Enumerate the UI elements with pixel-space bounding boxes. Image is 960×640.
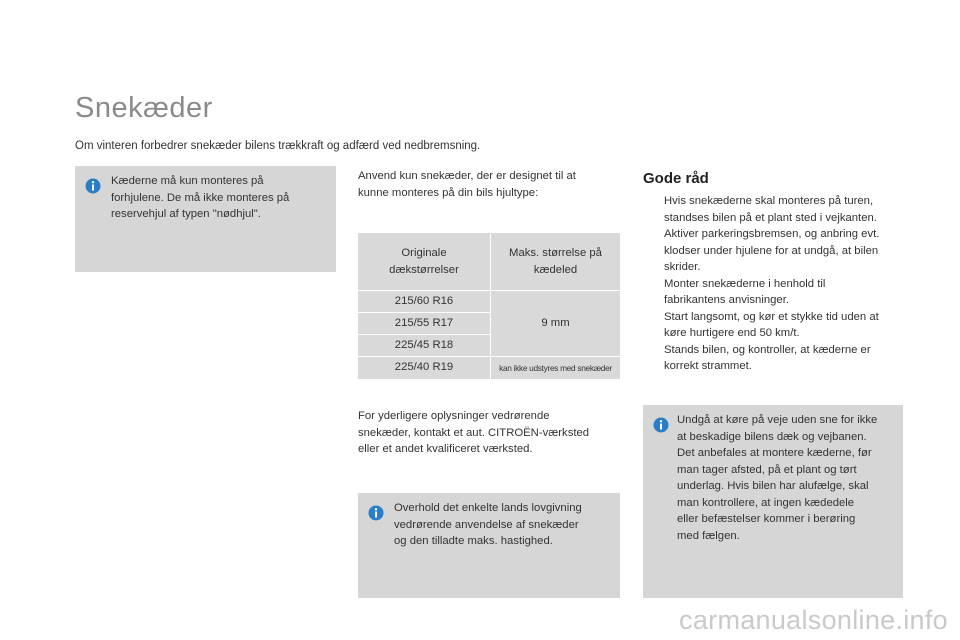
intro-text: Om vinteren forbedrer snekæder bilens trækkraft og adfærd ved nedbremsning. [75,140,481,152]
info-note-snow-free-roads [643,405,903,598]
note-line: og den tilladte maks. hastighed. [394,535,553,547]
more-info-text [358,408,589,458]
table-header-original-sizes: Originale dækstørrelser [389,247,459,276]
list-item: Monter snekæderne i henhold til fabrikantens anvisninger. [664,277,826,306]
max-link-size-value: 9 mm [541,317,570,329]
table-row: 215/55 R17 [394,317,454,329]
note-line: underlag. Hvis bilen har alufælge, skal [677,480,869,492]
list-item: Stands bilen, og kontroller, at kæderne er korrekt strammet. [664,343,871,372]
table-row: 215/60 R16 [394,295,454,307]
usage-line: Anvend kun snekæder, der er designet til at [358,170,576,182]
note-line: reservehjul af typen "nødhjul". [111,208,261,220]
more-info-line: snekæder, kontakt et aut. CITROËN-værksted [358,426,590,439]
table-header-max-link-size: Maks. størrelse på kædeled [509,247,602,276]
usage-line: kunne monteres på din bils hjultype: [358,186,539,199]
tips-heading: Gode råd [643,170,709,187]
info-note-legislation [358,493,620,598]
list-item: Hvis snekæderne skal monteres på turen, standses bilen på et plant sted i vejkanten. [664,195,877,224]
list-item: Start langsomt, og kør et stykke tid uden at køre hurtigere end 50 km/t. [664,310,879,339]
page-title: Snekæder [75,92,213,124]
not-usable-note: kan ikke udstyres med snekæder [499,363,612,373]
note-line: man kontrollere, at ingen kædedele [677,496,855,509]
list-item: Aktiver parkeringsbremsen, og anbring evt. klodser under hjulene for at undgå, at bilen skrider. [664,228,880,273]
note-line: Det anbefales at montere kæderne, før [677,447,872,459]
info-icon [653,417,669,433]
watermark: carmanualsonline.info [679,605,948,635]
more-info-line: For yderligere oplysninger vedrørende [358,410,550,422]
tire-size-table [358,233,620,379]
note-line: Overhold det enkelte lands lovgivning [394,502,582,514]
info-icon [368,505,384,521]
more-info-line: eller et andet kvalificeret værksted. [358,443,533,455]
note-line: vedrørende anvendelse af snekæder [394,518,579,531]
note-line: man tager afsted, på et plant og tørt [677,463,857,476]
note-line: eller befæstelser kommer i berøring [677,513,856,525]
note-line: Undgå at køre på veje uden sne for ikke [677,414,878,426]
note-line: forhjulene. De må ikke monteres på [111,191,290,204]
info-note-chain-mounting [75,166,336,272]
tips-list [643,193,908,375]
info-icon [85,178,101,194]
note-line: med fælgen. [677,529,740,542]
table-row: 225/40 R19 [394,361,454,373]
note-line: Kæderne må kun monteres på [111,175,264,187]
note-line: at beskadige bilens dæk og vejbanen. [677,430,867,443]
usage-text [358,168,576,201]
table-row: 225/45 R18 [394,339,454,351]
